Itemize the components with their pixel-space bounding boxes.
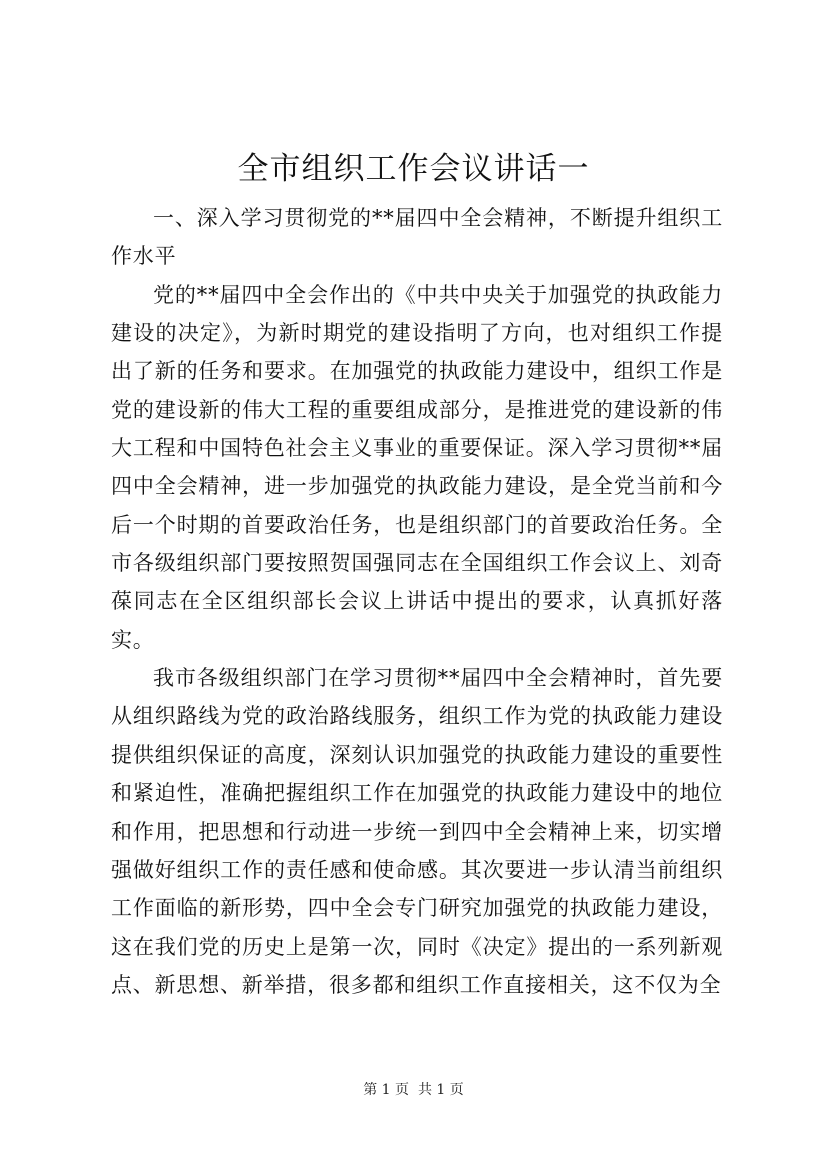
section-heading: 一、深入学习贯彻党的**届四中全会精神，不断提升组织工作水平 [111, 206, 723, 269]
page-footer [0, 1080, 827, 1100]
document-title: 全市组织工作会议讲话一 [237, 151, 590, 187]
page-number-label: 第 1 页 共 1 页 [363, 1082, 464, 1098]
body-paragraph: 我市各级组织部门在学习贯彻**届四中全会精神时，首先要从组织路线为党的政治路线服务，组织工作为党的执政能力建设提供组织保证的高度，深刻认识加强党的执政能力建设的重要性和紧迫性，准确把握组织工作在加强党的执政能力建设中的地位和作用，把思想和行动进一步统一到四中全会精神上来，切实增强做好组织工作的责任感和使命感。其次要进一步认清当前组织工作面临的新形势，四中全会专门研究加强党的执政能力建设，这在我们党的历史上是第一次，同时《决定》提出的一系列新观点、新思想、新举措，很多都和组织工作直接相关，这不仅为全 [111, 666, 723, 997]
body-paragraph: 党的**届四中全会作出的《中共中央关于加强党的执政能力建设的决定》，为新时期党的建设指明了方向，也对组织工作提出了新的任务和要求。在加强党的执政能力建设中，组织工作是党的建设新的伟大工程的重要组成部分，是推进党的建设新的伟大工程和中国特色社会主义事业的重要保证。深入学习贯彻**届四中全会精神，进一步加强党的执政能力建设，是全党当前和今后一个时期的首要政治任务，也是组织部门的首要政治任务。全市各级组织部门要按照贺国强同志在全国组织工作会议上、刘奇葆同志在全区组织部长会议上讲话中提出的要求，认真抓好落实。 [111, 282, 723, 652]
document-body [111, 199, 723, 1004]
